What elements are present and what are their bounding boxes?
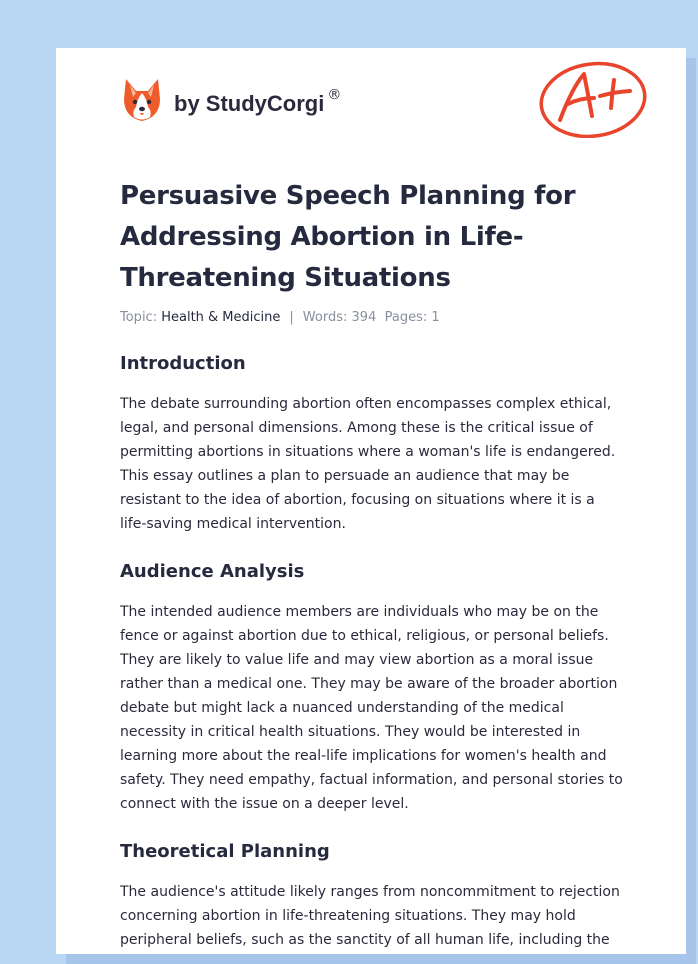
brand-header[interactable] xyxy=(120,76,341,124)
document-page xyxy=(56,48,686,954)
words-label: Words: xyxy=(302,310,348,325)
words-count: 394 xyxy=(351,310,377,325)
section-heading: Introduction xyxy=(120,353,246,374)
section-heading: Audience Analysis xyxy=(120,561,305,582)
pages-count: 1 xyxy=(431,310,440,325)
section-paragraph: The debate surrounding abortion often encompasses complex ethical, legal, and personal dimensions. Among these is the critical issue of permitting abortions in situations where a woman's life is endangered. This essay outlines a plan to persuade an audience that may be resistant to the idea of abortion, focusing on situations where it is a life-saving medical intervention. xyxy=(120,396,616,532)
topic-label: Topic: xyxy=(120,310,158,325)
section-heading: Theoretical Planning xyxy=(120,841,330,862)
section-paragraph: The audience's attitude likely ranges from noncommitment to rejection concerning abortion in life-threatening situations. They may hold peripheral beliefs, such as the sanctity of all human life, including the xyxy=(120,884,620,948)
grade-a-plus-stamp xyxy=(538,58,650,138)
corgi-logo-icon xyxy=(120,77,164,123)
section-paragraph: The intended audience members are individuals who may be on the fence or against abortion due to ethical, religious, or personal beliefs. They are likely to value life and may view abortion as a moral issue rather than a medical one. They may be aware of the broader abortion debate but might lack a nuanced understanding of the medical necessity in critical health situations. They would be interested in learning more about the real-life implications for women's health and safety. They need empathy, factual information, and personal stories to connect with the issue on a deeper level. xyxy=(120,604,623,812)
essay-meta xyxy=(120,310,440,325)
essay-body xyxy=(120,350,625,952)
meta-separator: | xyxy=(289,310,294,325)
topic-link[interactable]: Health & Medicine xyxy=(161,310,281,325)
pages-label: Pages: xyxy=(384,310,428,325)
registered-mark: ® xyxy=(327,87,342,103)
essay-title: Persuasive Speech Planning for Addressing Abortion in Life-Threatening Situations xyxy=(120,181,576,293)
brand-name: by StudyCorgi ® xyxy=(174,87,342,116)
